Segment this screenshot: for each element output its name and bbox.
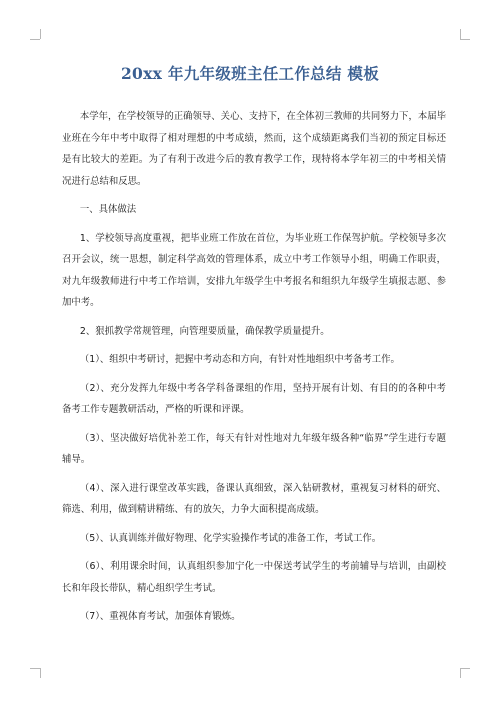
paragraph-subitem-3: （3）、坚决做好培优补差工作，每天有针对性地对九年级年级各种“临界”学生进行专题辅导。 <box>62 432 446 465</box>
paragraph-item-2: 2、狠抓教学常规管理，向管理要质量，确保教学质量提升。 <box>79 325 330 337</box>
paragraph-subitem-2: （2）、充分发挥九年级中考各学科备课组的作用，坚持开展有计划、有目的的各种中考备考工作专题教研活动，严格的听课和评课。 <box>62 382 446 415</box>
paragraph-subitem-7: （7）、重视体育考试，加强体育锻炼。 <box>79 611 241 622</box>
paragraph-subitem-6: （6）、利用课余时间，认真组织参加宁化一中保送考试学生的考前辅导与培训，由副校长和年段长带队，精心组织学生考试。 <box>62 561 446 594</box>
paragraph-subitem-1: （1）、组织中考研讨，把握中考动态和方向，有针对性地组织中考备考工作。 <box>79 354 400 365</box>
crop-mark <box>40 29 41 39</box>
crop-mark <box>460 668 470 669</box>
document-body <box>62 106 446 635</box>
crop-mark <box>460 39 470 40</box>
paragraph-item-1: 1、学校领导高度重视，把毕业班工作放在首位，为毕业班工作保驾护航。学校领导多次召开会议，统一思想，制定科学高效的管理体系，成立中考工作领导小组，明确工作职责，对九年级教师进行中考工作培训，安排九年级学生中考报名和组织九年级学生填报志愿、参加中考。 <box>62 232 446 308</box>
crop-mark <box>40 668 41 678</box>
paragraph-subitem-5: （5）、认真训练并做好物理、化学实验操作考试的准备工作，考试工作。 <box>79 532 382 544</box>
paragraph-subitem-4: （4）、深入进行课堂改革实践，备课认真细致，深入钻研教材，重视复习材料的研究、筛选、利用，做到精讲精练、有的放矢，力争大面积提高成绩。 <box>62 482 446 515</box>
crop-mark <box>460 29 461 39</box>
section-heading: 一、具体做法 <box>79 204 137 215</box>
crop-mark <box>460 668 461 678</box>
paragraph-intro: 本学年，在学校领导的正确领导、关心、支持下，在全体初三教师的共同努力下，本届毕业班在今年中考中取得了相对理想的中考成绩，然而，这个成绩距离我们当初的预定目标还是有比较大的差距。为了有利于改进今后的教育教学工作，现特将本学年初三的中考相关情况进行总结和反思。 <box>62 111 446 187</box>
crop-mark <box>30 39 40 40</box>
crop-mark <box>30 668 40 669</box>
page-title: 20xx 年九年级班主任工作总结 模板 <box>120 64 380 83</box>
